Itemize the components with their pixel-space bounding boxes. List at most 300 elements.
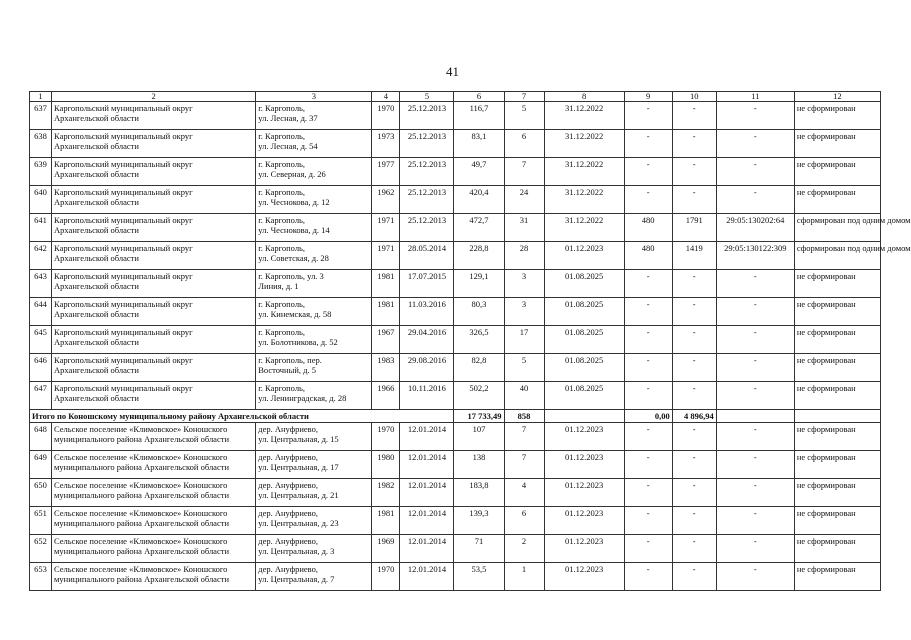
column-header: 4 — [372, 92, 400, 102]
residents-cell — [504, 298, 544, 326]
planned-date-cell — [544, 102, 624, 130]
row-number-text: 652 — [34, 536, 47, 546]
column-header: 7 — [504, 92, 544, 102]
address-cell-text: г. Каргополь, — [258, 243, 306, 253]
planned-date-cell-text: 31.12.2022 — [564, 215, 604, 225]
municipality-cell-text: Каргопольский муниципальный округ — [54, 243, 193, 253]
address-cell — [256, 214, 372, 242]
cadastral-cell-text: - — [753, 187, 757, 197]
area-cell-text: 107 — [472, 424, 486, 434]
municipality-cell-text: муниципального района Архангельской области — [54, 490, 229, 500]
recognition-date-cell — [400, 326, 454, 354]
area-cell — [454, 563, 504, 591]
municipality-cell-text: Каргопольский муниципальный округ — [54, 383, 193, 393]
municipality-cell-text: Архангельской области — [54, 113, 139, 123]
planned-date-cell — [544, 535, 624, 563]
address-cell — [256, 507, 372, 535]
year-cell-text: 1980 — [377, 452, 395, 462]
year-cell — [372, 186, 400, 214]
table-row — [30, 130, 881, 158]
col9-cell-text: - — [646, 355, 650, 365]
municipality-cell-text: муниципального района Архангельской области — [54, 434, 229, 444]
cadastral-cell-text: - — [753, 271, 757, 281]
cadastral-cell-text: - — [753, 452, 757, 462]
municipality-cell-text: Каргопольский муниципальный округ — [54, 299, 193, 309]
address-cell — [256, 382, 372, 410]
table-row — [30, 326, 881, 354]
planned-date-cell-text: 01.12.2023 — [564, 424, 604, 434]
municipality-cell-text: Каргопольский муниципальный округ — [54, 187, 193, 197]
col9-cell-text: - — [646, 480, 650, 490]
recognition-date-cell-text: 12.01.2014 — [407, 564, 447, 574]
residents-cell-text: 17 — [519, 327, 529, 337]
planned-date-cell-text: 31.12.2022 — [564, 131, 604, 141]
address-cell — [256, 130, 372, 158]
col10-cell — [672, 186, 716, 214]
col10-cell-text: - — [692, 299, 696, 309]
status-cell-text: не сформирован — [796, 299, 856, 309]
total-label: Итого по Коношскому муниципальному району Архангельской области — [30, 410, 454, 423]
row-number — [30, 354, 52, 382]
cadastral-cell-text: - — [753, 564, 757, 574]
municipality-cell-text: Каргопольский муниципальный округ — [54, 327, 193, 337]
status-cell-text: не сформирован — [796, 327, 856, 337]
total-col9: 0,00 — [624, 410, 672, 423]
status-cell-text: не сформирован — [796, 131, 856, 141]
planned-date-cell — [544, 214, 624, 242]
planned-date-cell-text: 01.08.2025 — [564, 271, 604, 281]
planned-date-cell-text: 31.12.2022 — [564, 159, 604, 169]
cadastral-cell-text: - — [753, 508, 757, 518]
row-number-text: 645 — [34, 327, 47, 337]
recognition-date-cell — [400, 451, 454, 479]
year-cell — [372, 382, 400, 410]
row-number-text: 644 — [34, 299, 47, 309]
status-cell — [794, 158, 880, 186]
residents-cell-text: 6 — [521, 508, 527, 518]
residents-cell — [504, 535, 544, 563]
status-cell — [794, 451, 880, 479]
col10-cell-text: 1419 — [685, 243, 703, 253]
municipality-cell — [52, 382, 256, 410]
col9-cell — [624, 451, 672, 479]
recognition-date-cell — [400, 563, 454, 591]
municipality-cell-text: Архангельской области — [54, 197, 139, 207]
recognition-date-cell-text: 12.01.2014 — [407, 508, 447, 518]
year-cell-text: 1962 — [377, 187, 395, 197]
col9-cell — [624, 242, 672, 270]
municipality-cell — [52, 158, 256, 186]
row-number — [30, 451, 52, 479]
col9-cell-text: - — [646, 131, 650, 141]
address-cell-text: ул. Северная, д. 26 — [258, 169, 326, 179]
recognition-date-cell-text: 25.12.2013 — [407, 159, 447, 169]
address-cell-text: г. Каргополь, — [258, 103, 306, 113]
cadastral-cell — [716, 563, 794, 591]
recognition-date-cell-text: 25.12.2013 — [407, 187, 447, 197]
planned-date-cell — [544, 158, 624, 186]
row-number — [30, 507, 52, 535]
municipality-cell-text: Каргопольский муниципальный округ — [54, 271, 193, 281]
address-cell — [256, 186, 372, 214]
cadastral-cell-text: - — [753, 103, 757, 113]
table-row — [30, 535, 881, 563]
area-cell — [454, 507, 504, 535]
residents-cell-text: 7 — [521, 159, 527, 169]
col9-cell — [624, 382, 672, 410]
municipality-cell-text: муниципального района Архангельской области — [54, 518, 229, 528]
year-cell — [372, 326, 400, 354]
status-cell-text: не сформирован — [796, 480, 856, 490]
row-number-text: 639 — [34, 159, 47, 169]
residents-cell-text: 1 — [521, 564, 527, 574]
col9-cell-text: - — [646, 299, 650, 309]
col9-cell — [624, 423, 672, 451]
row-number-text: 638 — [34, 131, 47, 141]
col10-cell — [672, 535, 716, 563]
row-number — [30, 535, 52, 563]
status-cell — [794, 382, 880, 410]
recognition-date-cell — [400, 423, 454, 451]
municipality-cell-text: муниципального района Архангельской области — [54, 546, 229, 556]
recognition-date-cell — [400, 298, 454, 326]
area-cell-text: 502,2 — [469, 383, 489, 393]
municipality-cell-text: Каргопольский муниципальный округ — [54, 103, 193, 113]
recognition-date-cell-text: 25.12.2013 — [407, 103, 447, 113]
col10-cell-text: - — [692, 564, 696, 574]
col9-cell — [624, 298, 672, 326]
planned-date-cell — [544, 563, 624, 591]
cadastral-cell — [716, 354, 794, 382]
municipality-cell — [52, 130, 256, 158]
row-number — [30, 563, 52, 591]
municipality-cell-text: муниципального района Архангельской области — [54, 462, 229, 472]
year-cell-text: 1981 — [377, 271, 395, 281]
col10-cell-text: - — [692, 131, 696, 141]
residents-cell — [504, 354, 544, 382]
row-number-text: 643 — [34, 271, 47, 281]
status-cell — [794, 214, 911, 242]
col10-cell — [672, 479, 716, 507]
residents-cell — [504, 242, 544, 270]
col9-cell-text: - — [646, 424, 650, 434]
col10-cell-text: - — [692, 187, 696, 197]
col10-cell — [672, 423, 716, 451]
row-number — [30, 186, 52, 214]
recognition-date-cell — [400, 479, 454, 507]
col10-cell — [672, 270, 716, 298]
row-number-text: 649 — [34, 452, 47, 462]
row-number-text: 646 — [34, 355, 47, 365]
cadastral-cell — [716, 382, 794, 410]
recognition-date-cell-text: 10.11.2016 — [407, 383, 446, 393]
status-cell — [794, 186, 880, 214]
address-cell — [256, 242, 372, 270]
address-cell-text: ул. Ленинградская, д. 28 — [258, 393, 347, 403]
status-cell-text: не сформирован — [796, 355, 856, 365]
year-cell — [372, 479, 400, 507]
status-cell — [794, 326, 880, 354]
area-cell-text: 116,7 — [469, 103, 489, 113]
col10-cell — [672, 298, 716, 326]
area-cell — [454, 451, 504, 479]
residents-cell — [504, 214, 544, 242]
year-cell — [372, 270, 400, 298]
municipality-cell-text: Сельское поселение «Климовское» Коношского — [54, 564, 228, 574]
total-area: 17 733,49 — [454, 410, 504, 423]
table-row — [30, 102, 881, 130]
col10-cell-text: - — [692, 355, 696, 365]
address-cell-text: г. Каргополь, — [258, 327, 306, 337]
col10-cell — [672, 451, 716, 479]
col10-cell-text: - — [692, 271, 696, 281]
address-cell — [256, 102, 372, 130]
year-cell — [372, 298, 400, 326]
status-cell — [794, 102, 880, 130]
col9-cell — [624, 214, 672, 242]
cadastral-cell — [716, 535, 794, 563]
area-cell-text: 80,3 — [471, 299, 487, 309]
municipality-cell — [52, 102, 256, 130]
col10-cell — [672, 563, 716, 591]
recognition-date-cell — [400, 535, 454, 563]
cadastral-cell-text: - — [753, 299, 757, 309]
status-cell — [794, 423, 880, 451]
cadastral-cell — [716, 130, 794, 158]
year-cell-text: 1973 — [377, 131, 395, 141]
status-cell-text: не сформирован — [796, 159, 856, 169]
col9-cell — [624, 507, 672, 535]
housing-registry-table — [29, 91, 911, 591]
recognition-date-cell — [400, 130, 454, 158]
col10-cell — [672, 382, 716, 410]
residents-cell — [504, 382, 544, 410]
col10-cell — [672, 214, 716, 242]
recognition-date-cell-text: 11.03.2016 — [407, 299, 446, 309]
table-row — [30, 479, 881, 507]
municipality-cell — [52, 535, 256, 563]
row-number — [30, 130, 52, 158]
year-cell-text: 1981 — [377, 299, 395, 309]
status-cell-text: не сформирован — [796, 187, 856, 197]
residents-cell-text: 6 — [521, 131, 527, 141]
address-cell — [256, 451, 372, 479]
status-cell — [794, 354, 880, 382]
planned-date-cell — [544, 326, 624, 354]
year-cell-text: 1977 — [377, 159, 395, 169]
municipality-cell-text: Каргопольский муниципальный округ — [54, 355, 193, 365]
area-cell — [454, 158, 504, 186]
table-row — [30, 451, 881, 479]
residents-cell-text: 28 — [519, 243, 529, 253]
table-row — [30, 158, 881, 186]
table-row — [30, 298, 881, 326]
planned-date-cell — [544, 298, 624, 326]
row-number-text: 653 — [34, 564, 47, 574]
col10-cell — [672, 242, 716, 270]
col10-cell-text: 1791 — [685, 215, 703, 225]
planned-date-cell-text: 01.12.2023 — [564, 564, 604, 574]
status-cell-text: не сформирован — [796, 383, 856, 393]
recognition-date-cell — [400, 214, 454, 242]
address-cell-text: ул. Чеснокова, д. 12 — [258, 197, 330, 207]
planned-date-cell-text: 01.12.2023 — [564, 508, 604, 518]
address-cell-text: г. Каргополь, — [258, 187, 306, 197]
area-cell-text: 139,3 — [469, 508, 489, 518]
year-cell — [372, 354, 400, 382]
municipality-cell-text: муниципального района Архангельской области — [54, 574, 229, 584]
cadastral-cell-text: - — [753, 327, 757, 337]
recognition-date-cell — [400, 186, 454, 214]
planned-date-cell-text: 01.08.2025 — [564, 299, 604, 309]
area-cell — [454, 479, 504, 507]
residents-cell — [504, 102, 544, 130]
address-cell-text: г. Каргополь, — [258, 131, 306, 141]
row-number — [30, 102, 52, 130]
recognition-date-cell-text: 12.01.2014 — [407, 536, 447, 546]
residents-cell-text: 40 — [519, 383, 529, 393]
year-cell — [372, 102, 400, 130]
cadastral-cell — [716, 102, 794, 130]
column-header: 10 — [672, 92, 716, 102]
residents-cell-text: 5 — [521, 103, 527, 113]
planned-date-cell-text: 01.12.2023 — [564, 452, 604, 462]
col10-cell-text: - — [692, 452, 696, 462]
cadastral-cell-text: - — [753, 424, 757, 434]
table-row — [30, 507, 881, 535]
area-cell-text: 326,5 — [469, 327, 489, 337]
status-cell-text: не сформирован — [796, 564, 856, 574]
area-cell-text: 83,1 — [471, 131, 487, 141]
recognition-date-cell-text: 29.04.2016 — [407, 327, 447, 337]
row-number — [30, 298, 52, 326]
col9-cell-text: - — [646, 187, 650, 197]
area-cell-text: 53,5 — [471, 564, 487, 574]
column-header: 1 — [30, 92, 52, 102]
status-cell — [794, 242, 911, 270]
recognition-date-cell-text: 25.12.2013 — [407, 215, 447, 225]
year-cell-text: 1971 — [377, 215, 395, 225]
municipality-cell — [52, 298, 256, 326]
year-cell-text: 1970 — [377, 424, 395, 434]
status-cell-text: не сформирован — [796, 103, 856, 113]
year-cell-text: 1982 — [377, 480, 395, 490]
col9-cell — [624, 479, 672, 507]
municipality-cell — [52, 242, 256, 270]
col10-cell-text: - — [692, 480, 696, 490]
col10-cell-text: - — [692, 103, 696, 113]
table-row — [30, 270, 881, 298]
year-cell-text: 1969 — [377, 536, 395, 546]
row-number-text: 647 — [34, 383, 47, 393]
year-cell-text: 1983 — [377, 355, 395, 365]
area-cell-text: 420,4 — [469, 187, 489, 197]
col9-cell — [624, 270, 672, 298]
recognition-date-cell — [400, 242, 454, 270]
year-cell-text: 1966 — [377, 383, 395, 393]
year-cell-text: 1971 — [377, 243, 395, 253]
planned-date-cell-text: 01.12.2023 — [564, 243, 604, 253]
row-number-text: 641 — [34, 215, 47, 225]
col10-cell — [672, 130, 716, 158]
residents-cell-text: 2 — [521, 536, 527, 546]
municipality-cell-text: Каргопольский муниципальный округ — [54, 131, 193, 141]
year-cell — [372, 507, 400, 535]
column-number-row — [30, 92, 881, 102]
row-number-text: 640 — [34, 187, 47, 197]
col10-cell — [672, 507, 716, 535]
area-cell-text: 138 — [472, 452, 486, 462]
residents-cell — [504, 270, 544, 298]
col9-cell — [624, 186, 672, 214]
municipality-cell-text: Сельское поселение «Климовское» Коношского — [54, 508, 228, 518]
col10-cell-text: - — [692, 159, 696, 169]
col10-cell — [672, 158, 716, 186]
residents-cell — [504, 130, 544, 158]
planned-date-cell — [544, 479, 624, 507]
municipality-cell — [52, 270, 256, 298]
table-row — [30, 354, 881, 382]
col9-cell-text: 480 — [641, 215, 655, 225]
residents-cell — [504, 326, 544, 354]
row-number-text: 650 — [34, 480, 47, 490]
status-cell — [794, 298, 880, 326]
planned-date-cell-text: 01.08.2025 — [564, 383, 604, 393]
column-header: 12 — [794, 92, 880, 102]
area-cell — [454, 326, 504, 354]
address-cell-text: дер. Ануфриево, — [258, 536, 318, 546]
address-cell-text: ул. Центральная, д. 23 — [258, 518, 339, 528]
table-row — [30, 423, 881, 451]
year-cell — [372, 214, 400, 242]
column-header: 8 — [544, 92, 624, 102]
row-number — [30, 270, 52, 298]
row-number-text: 648 — [34, 424, 47, 434]
address-cell-text: ул. Центральная, д. 7 — [258, 574, 335, 584]
planned-date-cell — [544, 451, 624, 479]
residents-cell-text: 3 — [521, 271, 527, 281]
residents-cell-text: 5 — [521, 355, 527, 365]
address-cell-text: ул. Центральная, д. 17 — [258, 462, 339, 472]
address-cell-text: ул. Центральная, д. 3 — [258, 546, 335, 556]
municipality-cell-text: Архангельской области — [54, 393, 139, 403]
residents-cell-text: 31 — [519, 215, 529, 225]
cadastral-cell — [716, 423, 794, 451]
planned-date-cell-text: 31.12.2022 — [564, 103, 604, 113]
planned-date-cell — [544, 242, 624, 270]
residents-cell-text: 24 — [519, 187, 529, 197]
municipality-cell — [52, 507, 256, 535]
municipality-cell-text: Архангельской области — [54, 337, 139, 347]
area-cell — [454, 298, 504, 326]
year-cell — [372, 158, 400, 186]
column-header: 9 — [624, 92, 672, 102]
col9-cell — [624, 102, 672, 130]
status-cell — [794, 563, 880, 591]
municipality-cell-text: Архангельской области — [54, 253, 139, 263]
address-cell-text: ул. Чеснокова, д. 14 — [258, 225, 330, 235]
cadastral-cell — [716, 507, 794, 535]
area-cell-text: 129,1 — [469, 271, 489, 281]
recognition-date-cell-text: 17.07.2015 — [407, 271, 447, 281]
address-cell-text: ул. Центральная, д. 15 — [258, 434, 339, 444]
address-cell-text: г. Каргополь, — [258, 383, 306, 393]
total-col10: 4 896,94 — [672, 410, 716, 423]
municipality-cell — [52, 563, 256, 591]
status-cell-text: сформирован под одним домом — [796, 215, 911, 225]
year-cell-text: 1970 — [377, 103, 395, 113]
row-number-text: 637 — [34, 103, 47, 113]
